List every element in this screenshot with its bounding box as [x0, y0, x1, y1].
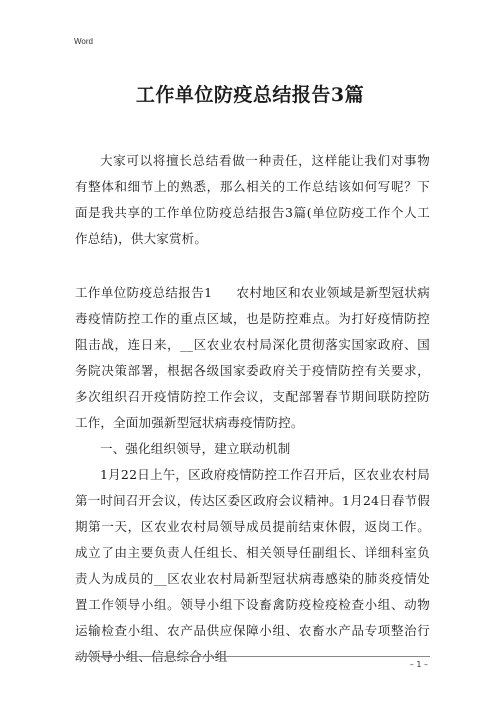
subheading-1: 一、强化组织领导，建立联动机制: [100, 441, 291, 456]
document-title: 工作单位防疫总结报告3篇: [135, 84, 365, 106]
section-1-heading: 工作单位防疫总结报告1: [75, 285, 213, 300]
section-1: [75, 280, 430, 670]
app-label: Word: [74, 37, 93, 46]
section-1-paragraph: [75, 280, 430, 436]
section-1-lead: 农村地区和农业领域是新型冠状病毒疫情防控工作的重点区域，也是防控难点。为打好疫情防控阻击战，连日来，__区农业农村局深化贯彻落实国家政府、国务院决策部署，根据各级国家委政府关于疫情防控有关要求，多次组织召开疫情防控工作会议，支配部署春节期间联防控防工作，全面加强新型冠状病毒疫情防控。: [75, 285, 430, 430]
footer-divider: [75, 656, 430, 657]
footer: [0, 656, 500, 657]
paragraph-1: 1月22日上午，区政府疫情防控工作召开后，区农业农村局第一时间召开会议，传达区委区政府会议精神。1月24日春节假期第一天，区农业农村局领导成员提前结束休假，返岗工作。成立了由主要负责人任组长、相关领导任副组长、详细科室负责人为成员的__区农业农村局新型冠状病毒感染的肺炎疫情处置工作领导小组。领导小组下设畜禽防疫检疫检查小组、动物运输检查小组、农产品供应保障小组、农畜水产品专项整治行动领导小组、信息综合小组: [75, 467, 430, 664]
intro-block: [75, 148, 430, 252]
intro-paragraph: 大家可以将擅长总结看做一种责任，这样能让我们对事物有整体和细节上的熟悉，那么相关的工作总结该如何写呢？下面是我共享的工作单位防疫总结报告3篇(单位防疫工作个人工作总结)，供大家赏析。: [75, 153, 430, 246]
page-number: – 1 –: [409, 660, 428, 669]
